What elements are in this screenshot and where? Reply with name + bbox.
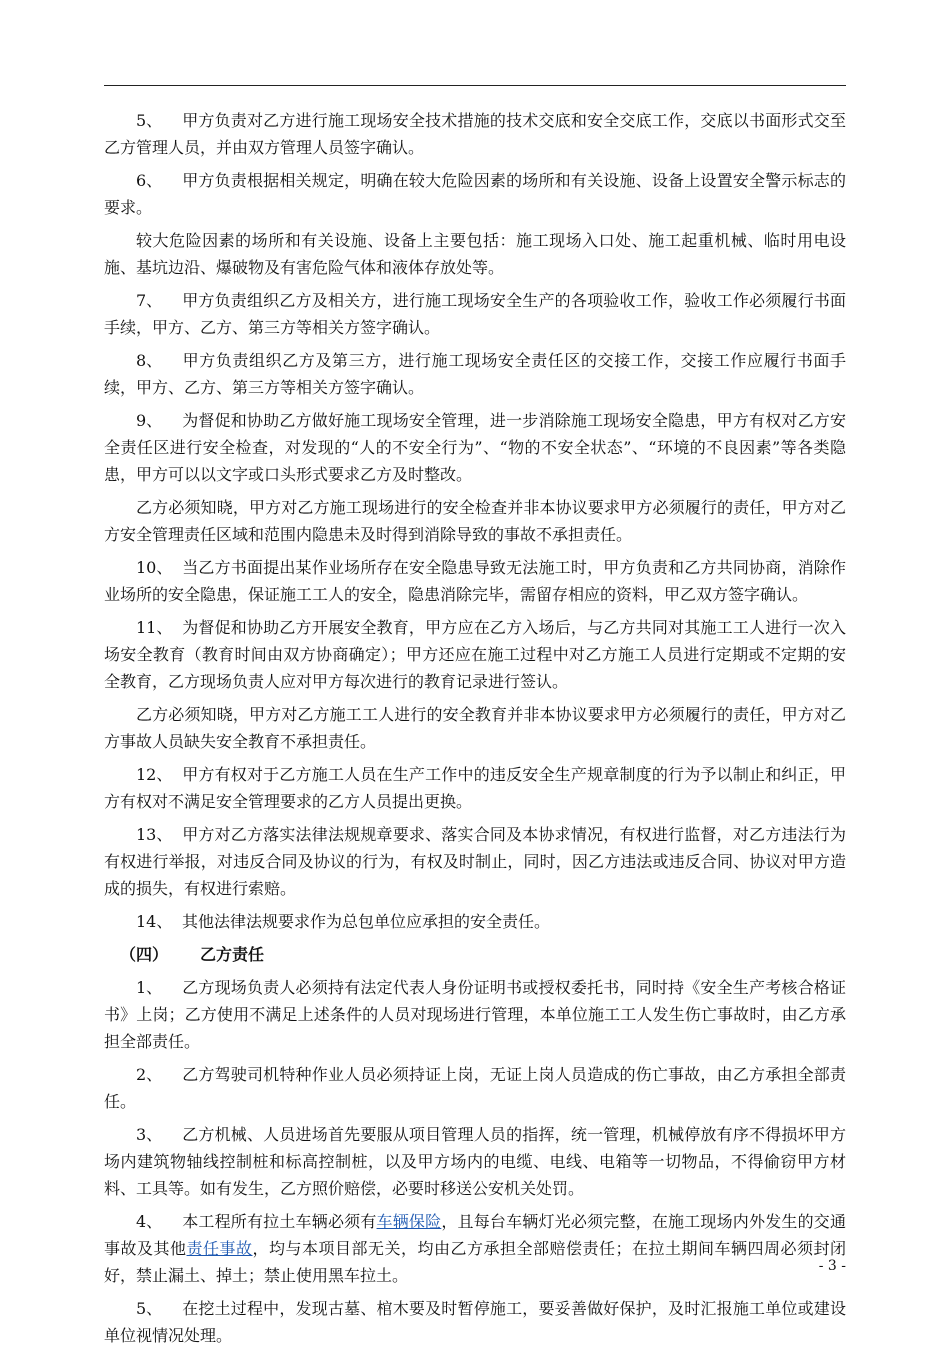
clause-number: 9、: [136, 411, 163, 430]
clause-paragraph: [104, 347, 846, 401]
clause-paragraph: [104, 614, 846, 695]
section-heading-title: 乙方责任: [200, 945, 265, 964]
clause-number: 10、: [136, 558, 173, 577]
clause-text: 甲方负责根据相关规定，明确在较大危险因素的场所和有关设施、设备上设置安全警示标志的要求。: [104, 171, 846, 217]
clause-paragraph: [104, 287, 846, 341]
liability-accident-link[interactable]: 责任事故: [186, 1239, 253, 1258]
clause-text: 甲方负责组织乙方及第三方，进行施工现场安全责任区的交接工作，交接工作应履行书面手续，甲方、乙方、第三方等相关方签字确认。: [104, 351, 846, 397]
clause-number: 13、: [136, 825, 173, 844]
clause-number: 5、: [136, 1299, 163, 1318]
header-rule: [104, 85, 846, 86]
clause-text: 乙方必须知晓，甲方对乙方施工现场进行的安全检查并非本协议要求甲方必须履行的责任，甲方对乙方安全管理责任区域和范围内隐患未及时得到消除导致的事故不承担责任。: [104, 498, 846, 544]
clause-text: 在挖土过程中，发现古墓、棺木要及时暂停施工，要妥善做好保护，及时汇报施工单位或建设单位视情况处理。: [104, 1299, 846, 1345]
clause-paragraph: [104, 761, 846, 815]
clause-text: 当乙方书面提出某作业场所存在安全隐患导致无法施工时，甲方负责和乙方共同协商，消除作业场所的安全隐患，保证施工工人的安全，隐患消除完毕，需留存相应的资料，甲乙双方签字确认。: [104, 558, 846, 604]
clause-paragraph: [104, 554, 846, 608]
clause-text: 其他法律法规要求作为总包单位应承担的安全责任。: [182, 912, 551, 931]
clause-text: 甲方负责对乙方进行施工现场安全技术措施的技术交底和安全交底工作，交底以书面形式交至乙方管理人员，并由双方管理人员签字确认。: [104, 111, 846, 157]
page-number: - 3 -: [818, 1258, 846, 1274]
clause-paragraph: [104, 908, 846, 935]
clause-number: 11、: [136, 618, 173, 637]
clause-paragraph: [104, 1295, 846, 1349]
clause-paragraph: [104, 701, 846, 755]
clause-paragraph: [104, 167, 846, 221]
clause-text: 甲方负责组织乙方及相关方，进行施工现场安全生产的各项验收工作，验收工作必须履行书面手续，甲方、乙方、第三方等相关方签字确认。: [104, 291, 846, 337]
clause-text: 乙方驾驶司机特种作业人员必须持证上岗，无证上岗人员造成的伤亡事故，由乙方承担全部责任。: [104, 1065, 846, 1111]
clause-paragraph: [104, 494, 846, 548]
clause-text: 乙方必须知晓，甲方对乙方施工工人进行的安全教育并非本协议要求甲方必须履行的责任，甲方对乙方事故人员缺失安全教育不承担责任。: [104, 705, 846, 751]
section-heading: [104, 941, 846, 968]
clause-number: 8、: [136, 351, 163, 370]
clause-number: 12、: [136, 765, 173, 784]
clause-paragraph: [104, 107, 846, 161]
clause-paragraph: [104, 407, 846, 488]
clause-number: 3、: [136, 1125, 163, 1144]
clause-paragraph: [104, 1121, 846, 1202]
document-body: [104, 107, 846, 1355]
clause-number: 14、: [136, 912, 173, 931]
clause-paragraph: [104, 227, 846, 281]
clause-text: 为督促和协助乙方做好施工现场安全管理，进一步消除施工现场安全隐患，甲方有权对乙方安全责任区进行安全检查，对发现的“人的不安全行为”、“物的不安全状态”、“环境的不良因素”等各类隐患，甲方可以以文字或口头形式要求乙方及时整改。: [104, 411, 846, 484]
clause-number: 5、: [136, 111, 163, 130]
party-a-clauses: [104, 107, 846, 935]
clause-text: 乙方现场负责人必须持有法定代表人身份证明书或授权委托书，同时持《安全生产考核合格证书》上岗；乙方使用不满足上述条件的人员对现场进行管理，本单位施工工人发生伤亡事故时，由乙方承担全部责任。: [104, 978, 846, 1051]
vehicle-insurance-link[interactable]: 车辆保险: [376, 1212, 442, 1231]
clause-number: 6、: [136, 171, 163, 190]
clause-paragraph: [104, 974, 846, 1055]
clause-text: ，且每台车辆灯光必须完整，在施工现场内外发生的交通事故及其他: [104, 1212, 846, 1258]
party-b-clauses: [104, 974, 846, 1202]
section-heading-number: （四）: [120, 945, 169, 964]
clause-text: 甲方对乙方落实法律法规规章要求、落实合同及本协求情况，有权进行监督，对乙方违法行为有权进行举报，对违反合同及协议的行为，有权及时制止，同时，因乙方违法或违反合同、协议对甲方造成的损失，有权进行索赔。: [104, 825, 846, 898]
clause-number: 4、: [136, 1212, 163, 1231]
clause-text: 较大危险因素的场所和有关设施、设备上主要包括：施工现场入口处、施工起重机械、临时用电设施、基坑边沿、爆破物及有害危险气体和液体存放处等。: [104, 231, 846, 277]
clause-text: 乙方机械、人员进场首先要服从项目管理人员的指挥，统一管理，机械停放有序不得损坏甲方场内建筑物轴线控制桩和标高控制桩，以及甲方场内的电缆、电线、电箱等一切物品，不得偷窃甲方材料、工具等。如有发生，乙方照价赔偿，必要时移送公安机关处罚。: [104, 1125, 846, 1198]
clause-text: 为督促和协助乙方开展安全教育，甲方应在乙方入场后，与乙方共同对其施工工人进行一次入场安全教育（教育时间由双方协商确定）；甲方还应在施工过程中对乙方施工人员进行定期或不定期的安全教育，乙方现场负责人应对甲方每次进行的教育记录进行签认。: [104, 618, 846, 691]
clause-text: 甲方有权对于乙方施工人员在生产工作中的违反安全生产规章制度的行为予以制止和纠正，甲方有权对不满足安全管理要求的乙方人员提出更换。: [104, 765, 846, 811]
clause-paragraph: [104, 1061, 846, 1115]
clause-number: 2、: [136, 1065, 163, 1084]
clause-text: 本工程所有拉土车辆必须有: [182, 1212, 377, 1231]
clause-number: 1、: [136, 978, 163, 997]
clause-paragraph: [104, 1208, 846, 1289]
clause-text: ，均与本项目部无关，均由乙方承担全部赔偿责任；在拉土期间车辆四周必须封闭好，禁止漏土、掉土；禁止使用黑车拉土。: [104, 1239, 846, 1285]
clause-number: 7、: [136, 291, 163, 310]
clause-paragraph: [104, 821, 846, 902]
